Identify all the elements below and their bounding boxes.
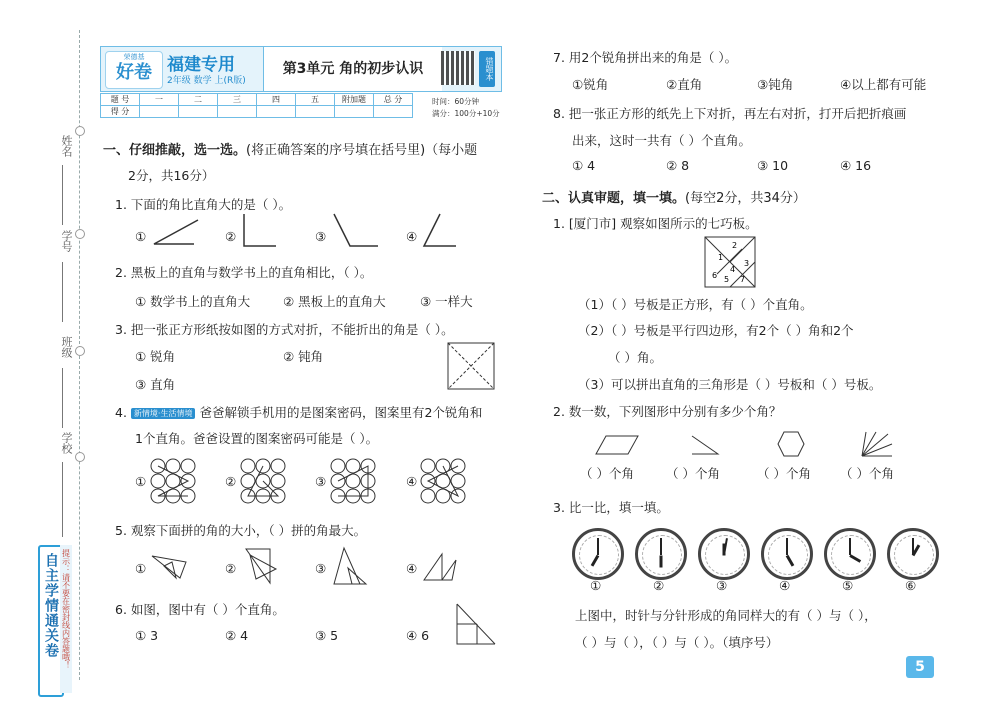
clock-label: ① xyxy=(590,578,602,593)
option: ②直角 xyxy=(666,77,703,92)
brand-title: 福建专用 xyxy=(167,55,235,75)
option: ③钝角 xyxy=(757,77,794,92)
part2-q1-b2: （ ）角。 xyxy=(608,350,662,365)
score-header-cell: 总 分 xyxy=(374,94,413,106)
option: ② 8 xyxy=(666,158,690,173)
grade-subject: 2年级 数学 上(R版) xyxy=(167,76,246,86)
option: ④ xyxy=(406,229,418,244)
clock-label: ④ xyxy=(779,578,791,593)
set-square-figure xyxy=(240,545,280,587)
pattern-lock-figure xyxy=(150,458,198,506)
option: ①锐角 xyxy=(572,77,609,92)
option: ② 4 xyxy=(225,628,249,643)
option: ① xyxy=(135,229,147,244)
class-label: 班级 xyxy=(60,336,73,358)
angle-figure xyxy=(420,212,460,250)
svg-text:5: 5 xyxy=(724,275,730,284)
score-header-cell: 附加题 xyxy=(335,94,374,106)
clock-icon xyxy=(698,528,750,580)
score-cell xyxy=(296,106,335,118)
hole-icon xyxy=(75,126,85,136)
clock-label: ② xyxy=(653,578,665,593)
part2-q3-line1: 上图中，时针与分针形成的角同样大的有（ ）与（ ）， xyxy=(575,608,877,623)
clock-label: ⑤ xyxy=(842,578,854,593)
angle-figure xyxy=(240,212,280,250)
exam-tag: 自主学情通关卷 xyxy=(38,545,64,697)
angle-figure xyxy=(150,218,200,248)
question-4-line2: 1个直角。爸爸设置的图案密码可能是（ ）。 xyxy=(135,431,379,446)
answer-blank: （ ）个角 xyxy=(840,466,894,481)
seal-tip: 提示：请不要在密封线内答题哦！ xyxy=(60,545,72,693)
clock-icon xyxy=(887,528,939,580)
score-cell xyxy=(335,106,374,118)
pattern-lock-figure xyxy=(420,458,468,506)
part2-q1-a: （1）（ ）号板是正方形，有（ ）个直角。 xyxy=(578,297,813,312)
tangram-figure xyxy=(704,236,756,288)
score-table xyxy=(100,93,413,118)
question-8: 8. 把一张正方形的纸先上下对折，再左右对折，打开后把折痕画 xyxy=(553,106,907,121)
hole-icon xyxy=(75,346,85,356)
clock-icon xyxy=(635,528,687,580)
part2-q3-line2: （ ）与（ ），（ ）与（ ）。（填序号） xyxy=(575,635,779,650)
rays-figure xyxy=(858,430,894,458)
school-line xyxy=(62,462,63,537)
option: ① xyxy=(135,474,147,489)
set-square-figure xyxy=(420,550,460,586)
option: ④ 16 xyxy=(840,158,872,173)
question-5: 5. 观察下面拼的角的大小，（ ）拼的角最大。 xyxy=(115,523,367,538)
option: ④ xyxy=(406,474,418,489)
part2-question-1: 1. [厦门市] 观察如图所示的七巧板。 xyxy=(553,216,758,231)
clock-icon xyxy=(572,528,624,580)
score-cell xyxy=(257,106,296,118)
folded-square-figure xyxy=(447,342,497,392)
answer-blank: （ ）个角 xyxy=(757,466,811,481)
exam-info: 时间：60分钟 满分：100分+10分 xyxy=(432,97,500,118)
question-4: 4. 新情境·生活情境 爸爸解锁手机用的是图案密码，图案里有2个锐角和 xyxy=(115,405,483,420)
score-header-cell: 一 xyxy=(140,94,179,106)
score-cell xyxy=(374,106,413,118)
binding-strip xyxy=(0,0,95,711)
answer-blank: （ ）个角 xyxy=(580,466,634,481)
option: ③ 一样大 xyxy=(420,294,473,309)
score-cell: 得 分 xyxy=(101,106,140,118)
option: ① 3 xyxy=(135,628,159,643)
option: ② 黑板上的直角大 xyxy=(283,294,386,309)
score-header-cell: 五 xyxy=(296,94,335,106)
option: ① 4 xyxy=(572,158,596,173)
option: ① 数学书上的直角大 xyxy=(135,294,251,309)
question-7: 7. 用2个锐角拼出来的角是（ ）。 xyxy=(553,50,738,65)
score-header-cell: 二 xyxy=(179,94,218,106)
option: ① 锐角 xyxy=(135,349,176,364)
hole-icon xyxy=(75,229,85,239)
pattern-lock-figure xyxy=(240,458,288,506)
option: ② xyxy=(225,561,237,576)
section-1-note: 2分，共16分） xyxy=(128,168,215,183)
svg-text:6: 6 xyxy=(712,271,718,280)
unit-title: 第3单元 角的初步认识 xyxy=(263,47,442,91)
hole-icon xyxy=(75,452,85,462)
question-3: 3. 把一张正方形纸按如图的方式对折，不能折出的角是（ ）。 xyxy=(115,322,454,337)
logo: 荣德基 好卷 xyxy=(105,51,163,89)
id-line xyxy=(62,262,63,322)
angle-figure xyxy=(690,434,720,456)
parallelogram-figure xyxy=(594,434,640,456)
option: ① xyxy=(135,561,147,576)
right-angle-figure xyxy=(455,602,497,646)
clock-label: ⑥ xyxy=(905,578,917,593)
question-8-line2: 出来，这时一共有（ ）个直角。 xyxy=(572,133,751,148)
option: ② xyxy=(225,474,237,489)
svg-text:7: 7 xyxy=(740,275,746,284)
option: ② xyxy=(225,229,237,244)
option: ④以上都有可能 xyxy=(840,77,927,92)
part2-question-3: 3. 比一比，填一填。 xyxy=(553,500,669,515)
id-label: 学号 xyxy=(60,230,73,252)
score-header-cell: 题 号 xyxy=(101,94,140,106)
svg-text:2: 2 xyxy=(732,241,738,250)
question-6: 6. 如图，图中有（ ）个直角。 xyxy=(115,602,285,617)
question-2: 2. 黑板上的直角与数学书上的直角相比，（ ）。 xyxy=(115,265,373,280)
class-line xyxy=(62,368,63,428)
option: ③ 10 xyxy=(757,158,789,173)
set-square-figure xyxy=(150,548,190,584)
score-cell xyxy=(140,106,179,118)
score-cell xyxy=(218,106,257,118)
page-number: 5 xyxy=(906,656,934,678)
section-1-title: 一、仔细推敲，选一选。(将正确答案的序号填在括号里)（每小题 xyxy=(103,143,478,158)
option: ③ xyxy=(315,561,327,576)
wrongbook-tag: 错题本 xyxy=(479,51,495,87)
svg-text:1: 1 xyxy=(718,253,724,262)
score-header-cell: 三 xyxy=(218,94,257,106)
angle-figure xyxy=(330,212,380,250)
name-label: 姓名 xyxy=(60,135,73,157)
option: ④ xyxy=(406,561,418,576)
svg-text:3: 3 xyxy=(744,259,750,268)
score-header-cell: 四 xyxy=(257,94,296,106)
pattern-lock-figure xyxy=(330,458,378,506)
school-label: 学校 xyxy=(60,432,73,454)
part2-q1-b: （2）（ ）号板是平行四边形，有2个（ ）角和2个 xyxy=(578,323,854,338)
part2-question-2: 2. 数一数，下列图形中分别有多少个角？ xyxy=(553,404,782,419)
option: ② 钝角 xyxy=(283,349,324,364)
svg-text:4: 4 xyxy=(730,265,736,274)
option: ④ 6 xyxy=(406,628,430,643)
new-context-tag: 新情境·生活情境 xyxy=(131,408,196,419)
header-banner xyxy=(100,46,502,92)
option: ③ 5 xyxy=(315,628,339,643)
name-line xyxy=(62,165,63,225)
score-cell xyxy=(179,106,218,118)
clock-label: ③ xyxy=(716,578,728,593)
set-square-figure xyxy=(330,546,370,588)
clock-icon xyxy=(761,528,813,580)
part2-q1-c: （3）可以拼出直角的三角形是（ ）号板和（ ）号板。 xyxy=(578,377,882,392)
option: ③ xyxy=(315,474,327,489)
option: ③ xyxy=(315,229,327,244)
hexagon-figure xyxy=(776,430,806,458)
option: ③ 直角 xyxy=(135,377,176,392)
clock-icon xyxy=(824,528,876,580)
qr-code-icon xyxy=(441,51,475,85)
question-1: 1. 下面的角比直角大的是（ ）。 xyxy=(115,197,292,212)
answer-blank: （ ）个角 xyxy=(666,466,720,481)
section-2-title: 二、认真审题，填一填。(每空2分，共34分） xyxy=(542,191,806,206)
